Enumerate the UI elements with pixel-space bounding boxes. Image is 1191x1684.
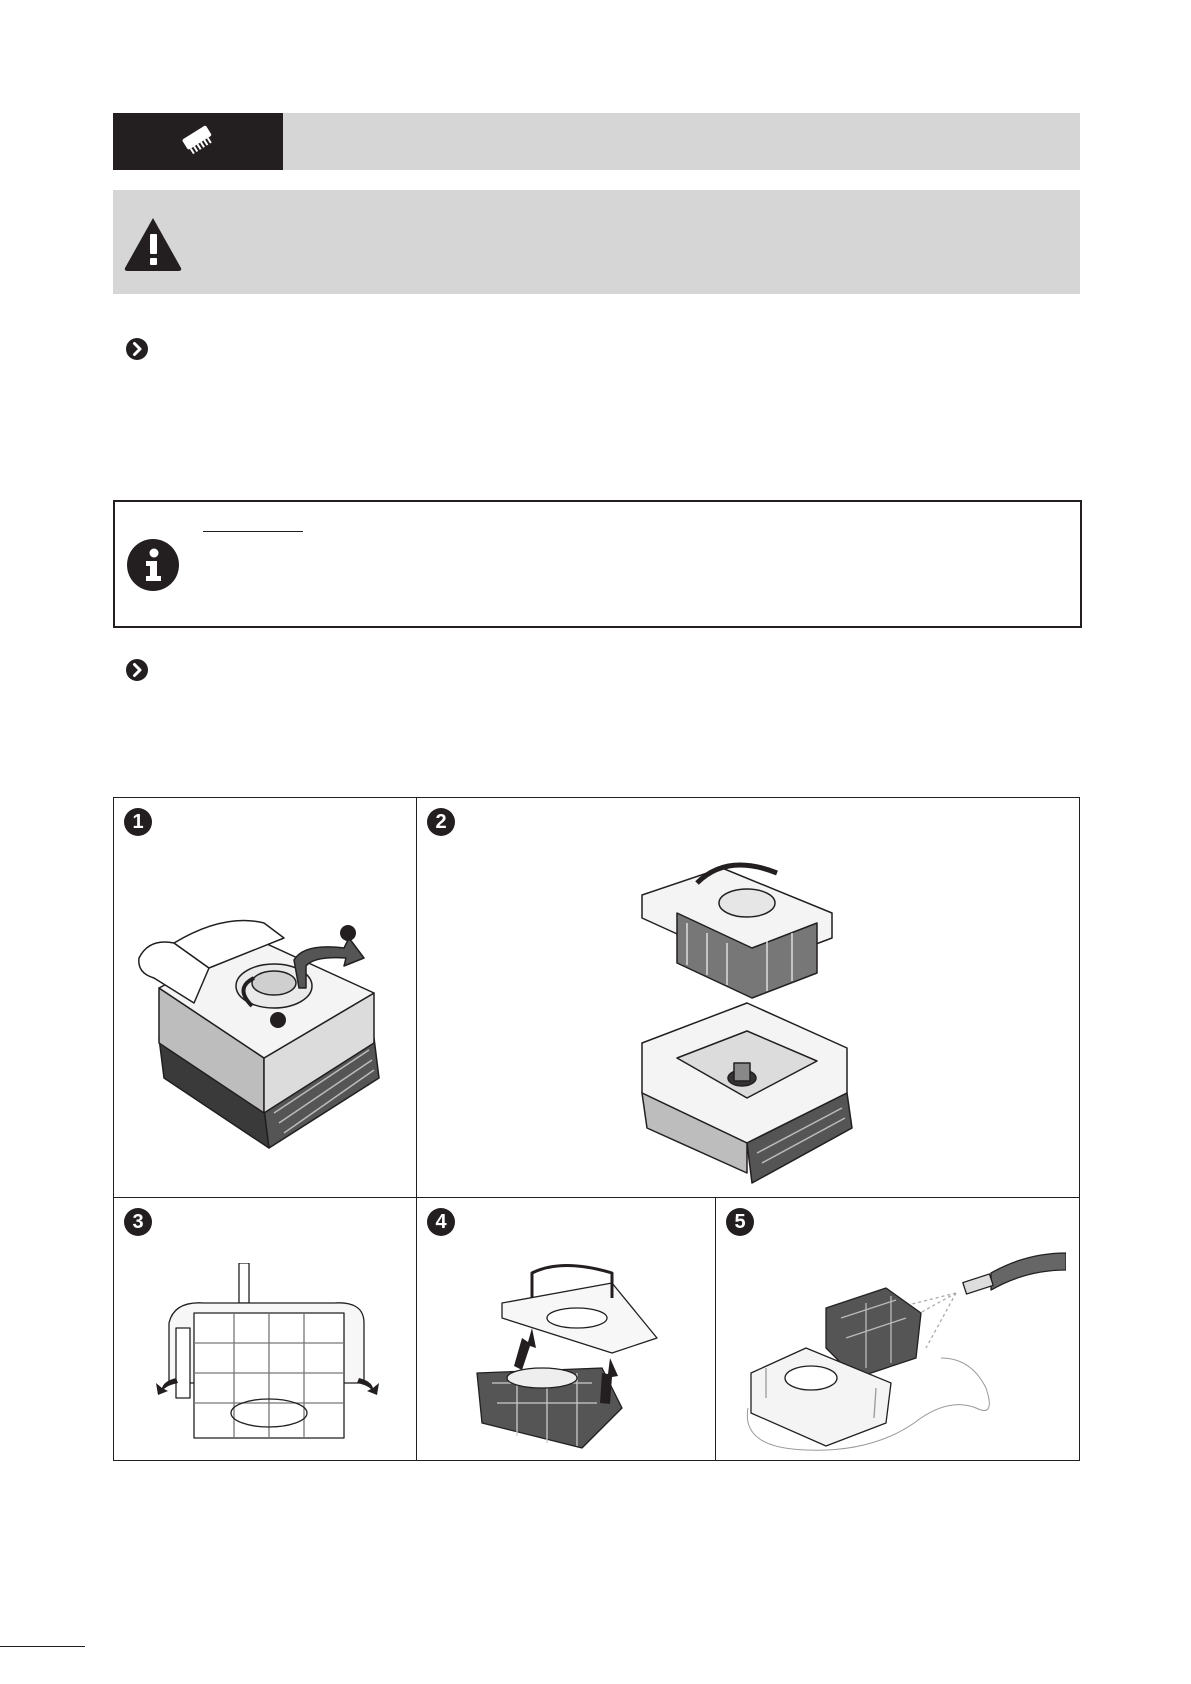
step-number-badge: 2 [427,808,455,836]
chevron-right-circle-icon [126,338,148,360]
section-header-band [283,113,1080,170]
step-2-panel [416,797,1080,1198]
step-number-badge: 4 [427,1208,455,1236]
section-header-icon-block [113,113,283,170]
step-5-panel [715,1197,1080,1461]
robot-cleaner-illustration [134,908,404,1158]
step-4-panel [416,1197,716,1461]
info-heading-underline [203,531,303,532]
step-number-badge: 1 [124,808,152,836]
rinse-with-hose-illustration [746,1248,1066,1453]
info-icon [127,539,179,591]
info-box [113,500,1082,628]
step-1-panel [113,797,417,1198]
warning-triangle-icon [123,216,183,272]
brush-icon [179,123,219,159]
warning-box [113,190,1080,294]
chevron-right-circle-icon [126,659,148,681]
filter-removal-illustration [637,853,867,1188]
step-number-badge: 5 [726,1208,754,1236]
footer-rule [0,1646,85,1647]
basket-separation-illustration [472,1258,672,1453]
filter-unclip-illustration [154,1263,384,1448]
step-3-panel [113,1197,417,1461]
step-number-badge: 3 [124,1208,152,1236]
